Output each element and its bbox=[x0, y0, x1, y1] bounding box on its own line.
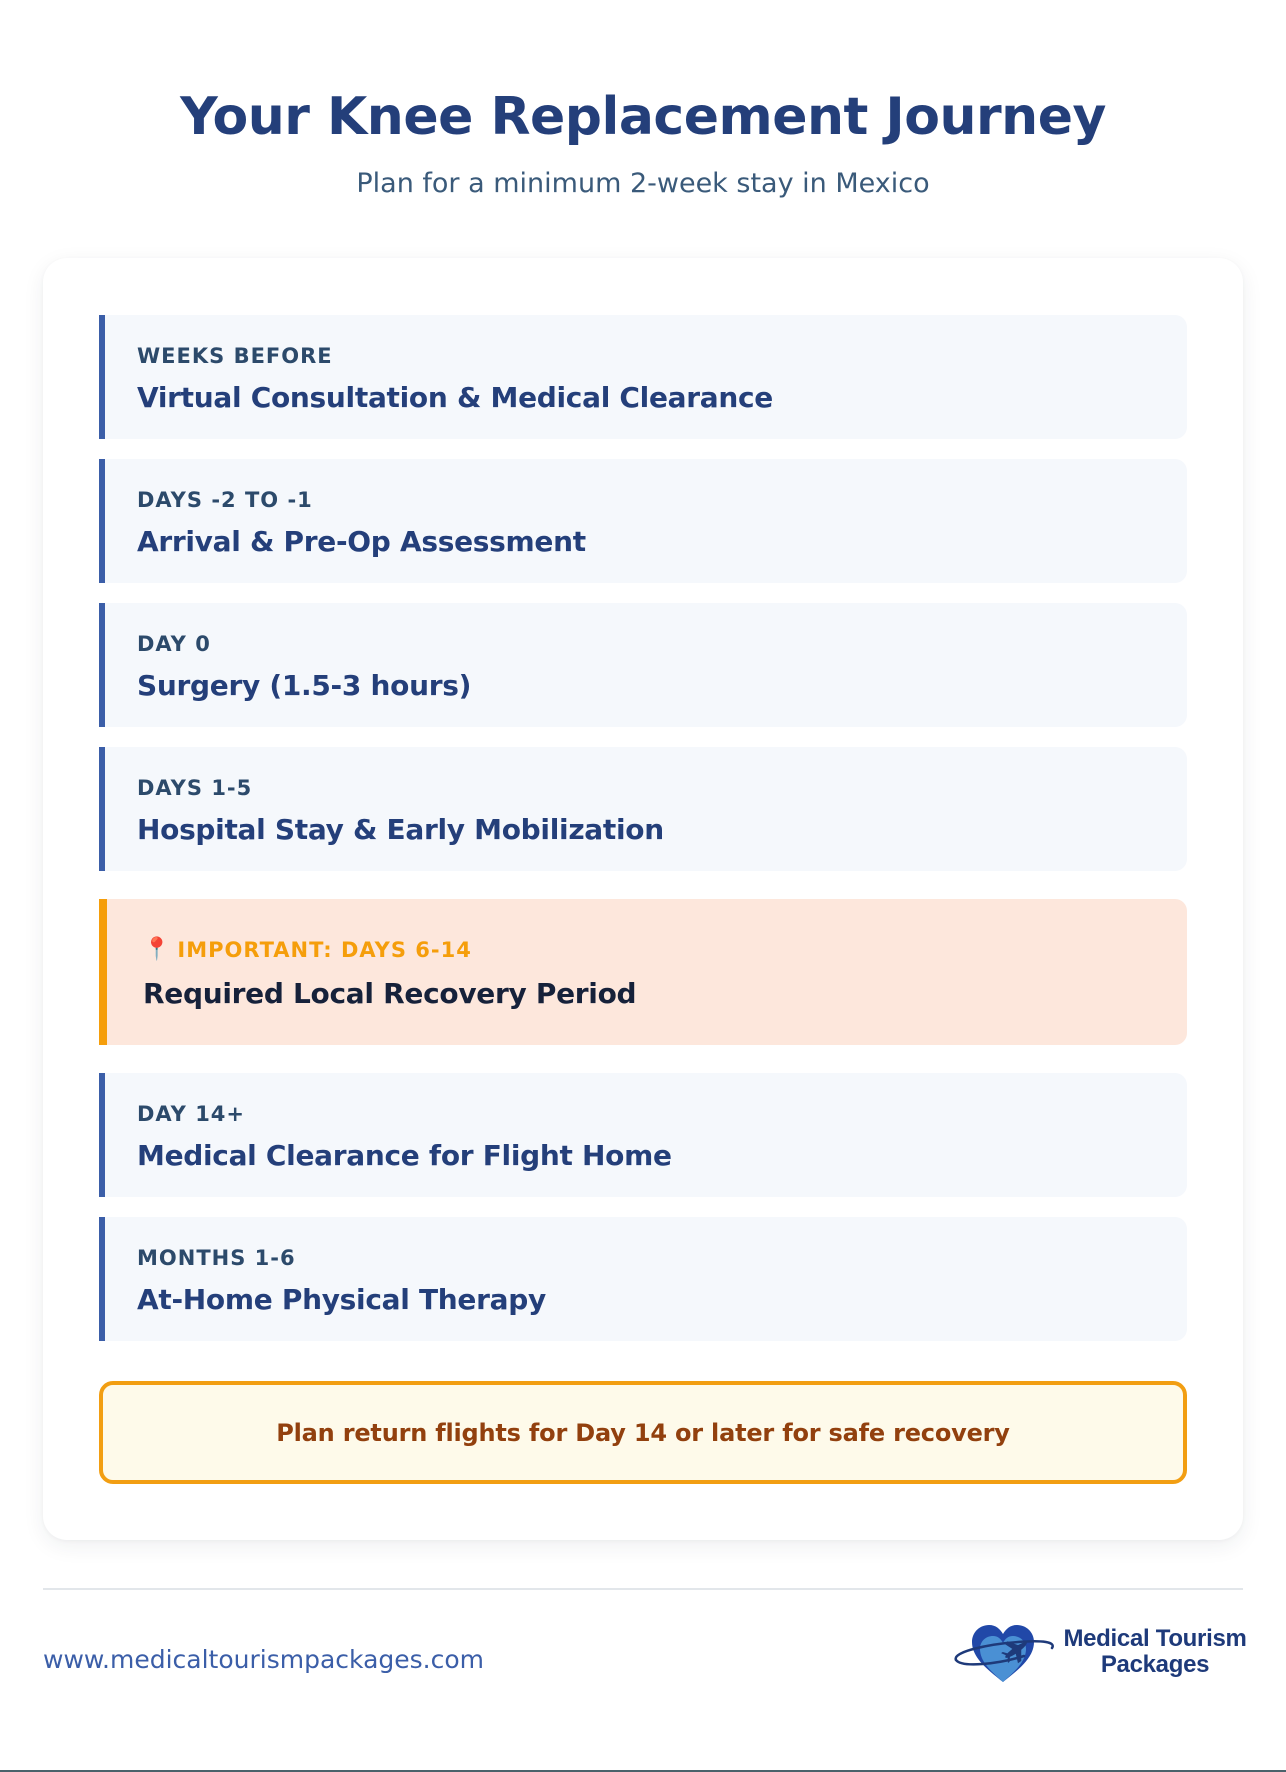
timeline-step-local-recovery-important bbox=[99, 899, 1187, 1045]
logo-line-2: Packages bbox=[1100, 1651, 1210, 1678]
timeline-step-weeks-before bbox=[99, 315, 1187, 439]
logo-text bbox=[1060, 1626, 1250, 1678]
important-label-text: IMPORTANT: DAYS 6-14 bbox=[177, 938, 472, 962]
footer-divider bbox=[43, 1588, 1243, 1590]
step-title: Surgery (1.5-3 hours) bbox=[137, 669, 472, 702]
return-flight-alert bbox=[99, 1381, 1187, 1484]
heart-airplane-logo-icon bbox=[948, 1620, 1058, 1690]
step-title: Arrival & Pre-Op Assessment bbox=[137, 525, 586, 558]
page-title: Your Knee Replacement Journey bbox=[180, 87, 1106, 147]
step-title: Required Local Recovery Period bbox=[143, 977, 637, 1010]
step-label: DAYS -2 TO -1 bbox=[137, 488, 313, 512]
logo-line-1: Medical Tourism bbox=[1063, 1625, 1247, 1652]
step-title: Medical Clearance for Flight Home bbox=[137, 1139, 672, 1172]
step-title: At-Home Physical Therapy bbox=[137, 1283, 546, 1316]
step-title: Hospital Stay & Early Mobilization bbox=[137, 813, 664, 846]
company-logo bbox=[948, 1620, 1248, 1690]
step-label: WEEKS BEFORE bbox=[137, 344, 333, 368]
step-label: DAY 0 bbox=[137, 632, 211, 656]
timeline-step-surgery bbox=[99, 603, 1187, 727]
page-subtitle: Plan for a minimum 2-week stay in Mexico bbox=[356, 168, 930, 199]
step-label: MONTHS 1-6 bbox=[137, 1246, 296, 1270]
step-label bbox=[143, 935, 472, 965]
timeline-step-flight-clearance bbox=[99, 1073, 1187, 1197]
website-link[interactable]: www.medicaltourismpackages.com bbox=[43, 1645, 485, 1674]
pin-icon: 📍 bbox=[143, 937, 172, 962]
step-title: Virtual Consultation & Medical Clearance bbox=[137, 381, 773, 414]
timeline-card bbox=[43, 258, 1243, 1540]
step-label: DAYS 1-5 bbox=[137, 776, 253, 800]
step-label: DAY 14+ bbox=[137, 1102, 246, 1126]
timeline-step-hospital-stay bbox=[99, 747, 1187, 871]
timeline-step-arrival bbox=[99, 459, 1187, 583]
alert-text: Plan return flights for Day 14 or later for safe recovery bbox=[276, 1418, 1010, 1447]
timeline-step-physical-therapy bbox=[99, 1217, 1187, 1341]
